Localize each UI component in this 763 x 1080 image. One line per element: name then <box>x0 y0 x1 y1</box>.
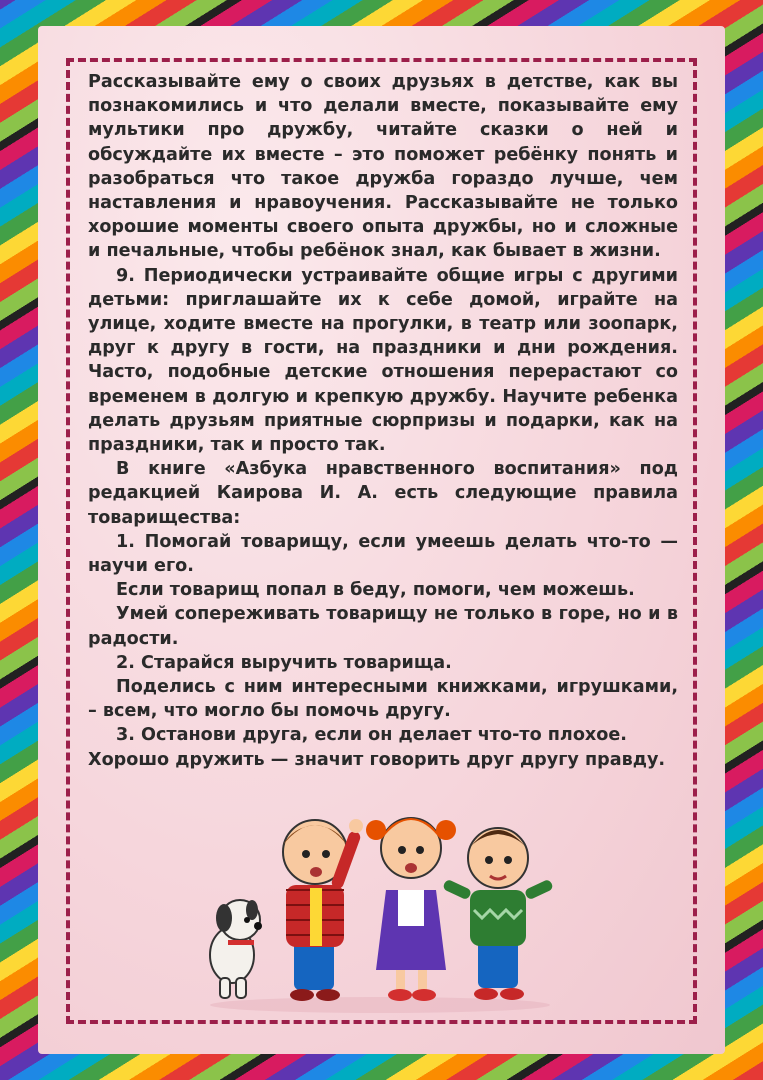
girl-icon <box>366 818 456 1001</box>
rule-2: 2. Старайся выручить товарища. <box>116 652 452 673</box>
article-text <box>88 70 678 772</box>
paragraph-3: В книге «Азбука нравственного воспитания» под редакцией Каирова И. А. есть следующие правила товарищества: <box>88 459 678 528</box>
children-and-dog-illustration <box>190 790 570 1015</box>
dog-icon <box>210 900 262 998</box>
rule-3-truth: Хорошо дружить — значит говорить друг другу правду. <box>88 749 666 770</box>
boy-right-icon <box>442 828 554 1000</box>
rule-1-help: Если товарищ попал в беду, помоги, чем можешь. <box>116 580 635 601</box>
rule-3: 3. Останови друга, если он делает что-то плохое. <box>116 725 627 746</box>
paragraph-2: 9. Периодически устраивайте общие игры с другими детьми: приглашайте их к себе домой, играйте на улице, ходите вместе на прогулки, в театр или зоопарк, друг к другу в гости, на праздники и дни рождения. Часто, подобные детские отношения перерастают со временем в долгую и крепкую дружбу. Научите ребенка делать друзьям приятные сюрпризы и подарки, как на праздники, так и просто так. <box>88 265 678 456</box>
rule-2-share: Поделись с ним интересными книжками, игрушками, – всем, что могло бы помочь другу. <box>88 677 678 722</box>
rule-1-empathy: Умей сопереживать товарищу не только в горе, но и в радости. <box>88 604 678 649</box>
rule-1: 1. Помогай товарищу, если умеешь делать что-то — научи его. <box>88 531 678 577</box>
boy-left-icon <box>283 819 363 1001</box>
paragraph-1: Рассказывайте ему о своих друзьях в детстве, как вы познакомились и что делали вместе, показывайте ему мультики про дружбу, читайте сказки о ней и обсуждайте их вместе – это поможет ребёнку понять и разобраться что такое дружба гораздо лучше, чем наставления и нравоучения. Рассказывайте не только хорошие моменты своего опыта дружбы, но и сложные и печальные, чтобы ребёнок знал, как бывает в жизни. <box>88 72 678 262</box>
